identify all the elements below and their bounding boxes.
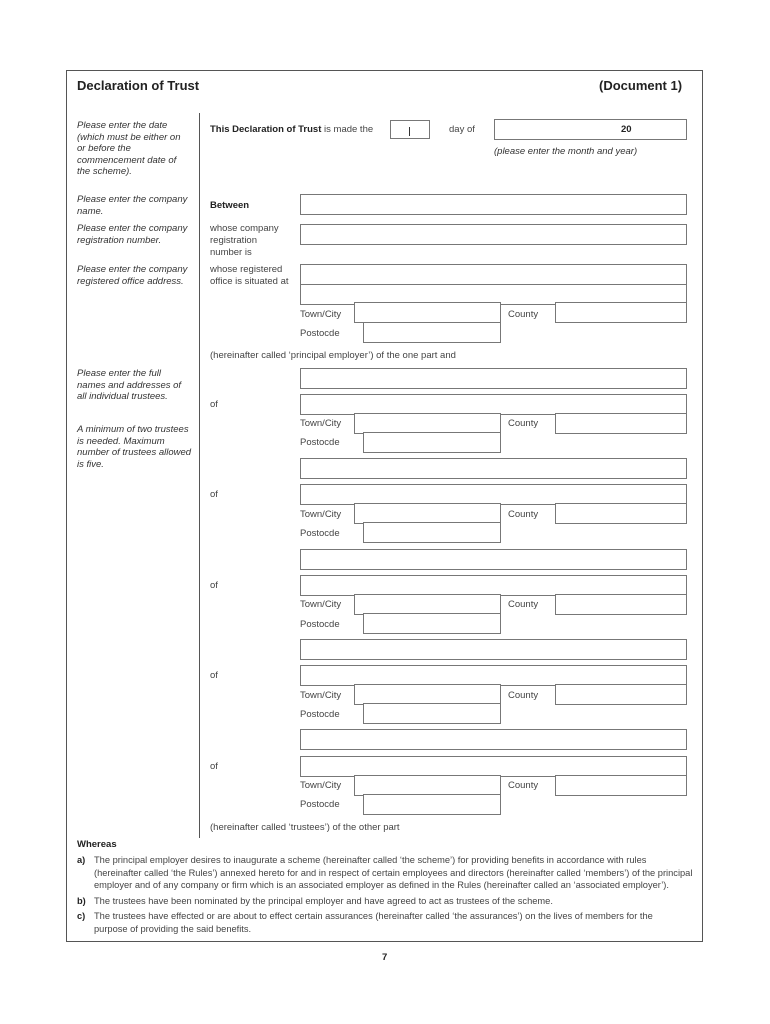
trustee-1-address-input[interactable] bbox=[300, 394, 687, 415]
clause-b: The trustees have been nominated by the principal employer and have agreed to act as trustees of the scheme. bbox=[94, 896, 553, 906]
trustees-minimum-note: A minimum of two trustees is needed. Maximum number of trustees allowed is five. bbox=[77, 424, 192, 470]
company-name-note: Please enter the company name. bbox=[77, 194, 188, 217]
town-label: Town/City bbox=[300, 599, 342, 610]
county-label: County bbox=[508, 599, 539, 610]
trustees-clause: (hereinafter called ‘trustees’) of the other part bbox=[210, 822, 400, 833]
page-title: Declaration of Trust bbox=[77, 78, 200, 93]
month-year-input[interactable] bbox=[494, 119, 687, 140]
postcode-label: Postocde bbox=[300, 437, 340, 448]
of-label: of bbox=[210, 489, 218, 500]
trustee-5-address-input[interactable] bbox=[300, 756, 687, 777]
county-label: County bbox=[508, 780, 539, 791]
divider bbox=[199, 113, 200, 838]
trustee-4-address-input[interactable] bbox=[300, 665, 687, 686]
office-postcode-input[interactable] bbox=[363, 322, 501, 343]
clause-mark: b) bbox=[77, 896, 86, 906]
company-registration-note: Please enter the company registration number. bbox=[77, 223, 188, 246]
trustee-3-address-input[interactable] bbox=[300, 575, 687, 596]
company-name-input[interactable] bbox=[300, 194, 687, 215]
trustee-5-town-input[interactable] bbox=[354, 775, 501, 796]
trustee-4-town-input[interactable] bbox=[354, 684, 501, 705]
between-label: Between bbox=[210, 200, 250, 211]
date-note: Please enter the date (which must be either on or before the commencement date of the scheme). bbox=[77, 120, 181, 177]
trustee-3-town-input[interactable] bbox=[354, 594, 501, 615]
company-office-note: Please enter the company registered office address. bbox=[77, 264, 188, 287]
declaration-made-label: This Declaration of Trust is made the bbox=[210, 124, 374, 135]
page-number: 7 bbox=[382, 952, 388, 963]
postcode-label: Postocde bbox=[300, 799, 340, 810]
of-label: of bbox=[210, 399, 218, 410]
clause-mark: a) bbox=[77, 855, 86, 865]
trustee-5-postcode-input[interactable] bbox=[363, 794, 501, 815]
trustee-2-name-input[interactable] bbox=[300, 458, 687, 479]
clause-c: The trustees have effected or are about to effect certain assurances (hereinafter called ‘the assurances’) on the lives of members for the purpose of providing the said benefits. bbox=[94, 911, 653, 934]
trustee-2-address-input[interactable] bbox=[300, 484, 687, 505]
trustee-5-name-input[interactable] bbox=[300, 729, 687, 750]
day-of-label: day of bbox=[449, 124, 475, 135]
trustee-3-name-input[interactable] bbox=[300, 549, 687, 570]
trustee-4-name-input[interactable] bbox=[300, 639, 687, 660]
postcode-label: Postocde bbox=[300, 528, 340, 539]
office-label: whose registered office is situated at bbox=[210, 264, 289, 287]
town-label: Town/City bbox=[300, 418, 342, 429]
text-cursor bbox=[409, 127, 410, 136]
trustee-2-county-input[interactable] bbox=[555, 503, 687, 524]
document-number: (Document 1) bbox=[599, 78, 683, 93]
trustee-2-postcode-input[interactable] bbox=[363, 522, 501, 543]
trustee-1-county-input[interactable] bbox=[555, 413, 687, 434]
town-label: Town/City bbox=[300, 309, 342, 320]
principal-employer-clause: (hereinafter called ‘principal employer’) of the one part and bbox=[210, 350, 456, 361]
clause-mark: c) bbox=[77, 911, 86, 921]
of-label: of bbox=[210, 580, 218, 591]
postcode-label: Postocde bbox=[300, 709, 340, 720]
county-label: County bbox=[508, 418, 539, 429]
trustees-note: Please enter the full names and addresses of all individual trustees. bbox=[77, 368, 182, 402]
registration-number-input[interactable] bbox=[300, 224, 687, 245]
postcode-label: Postocde bbox=[300, 328, 340, 339]
trustee-2-town-input[interactable] bbox=[354, 503, 501, 524]
town-label: Town/City bbox=[300, 509, 342, 520]
trustee-1-town-input[interactable] bbox=[354, 413, 501, 434]
office-county-input[interactable] bbox=[555, 302, 687, 323]
of-label: of bbox=[210, 670, 218, 681]
town-label: Town/City bbox=[300, 690, 342, 701]
county-label: County bbox=[508, 309, 539, 320]
of-label: of bbox=[210, 761, 218, 772]
whereas-heading: Whereas bbox=[77, 839, 117, 850]
town-label: Town/City bbox=[300, 780, 342, 791]
trustee-1-name-input[interactable] bbox=[300, 368, 687, 389]
trustee-1-postcode-input[interactable] bbox=[363, 432, 501, 453]
trustee-4-postcode-input[interactable] bbox=[363, 703, 501, 724]
trustee-4-county-input[interactable] bbox=[555, 684, 687, 705]
office-address-line1[interactable] bbox=[300, 264, 687, 285]
year-prefix: 20 bbox=[621, 124, 632, 135]
postcode-label: Postocde bbox=[300, 619, 340, 630]
day-input[interactable] bbox=[390, 120, 430, 139]
month-year-hint: (please enter the month and year) bbox=[494, 146, 638, 157]
county-label: County bbox=[508, 509, 539, 520]
office-town-input[interactable] bbox=[354, 302, 501, 323]
county-label: County bbox=[508, 690, 539, 701]
trustee-5-county-input[interactable] bbox=[555, 775, 687, 796]
trustee-3-county-input[interactable] bbox=[555, 594, 687, 615]
trustee-3-postcode-input[interactable] bbox=[363, 613, 501, 634]
clause-a: The principal employer desires to inaugurate a scheme (hereinafter called ‘the scheme’) for providing benefits in accordance with rules (hereinafter called ‘the Rules’) annexed hereto for and in respect of certain employees and directors (hereinafter called ‘members’) of the principal employer and of any company or firm which is an associated employer as defined in the Rules (hereinafter called an ‘associated employer’). bbox=[94, 855, 693, 890]
registration-label: whose company registration number is bbox=[210, 223, 279, 258]
